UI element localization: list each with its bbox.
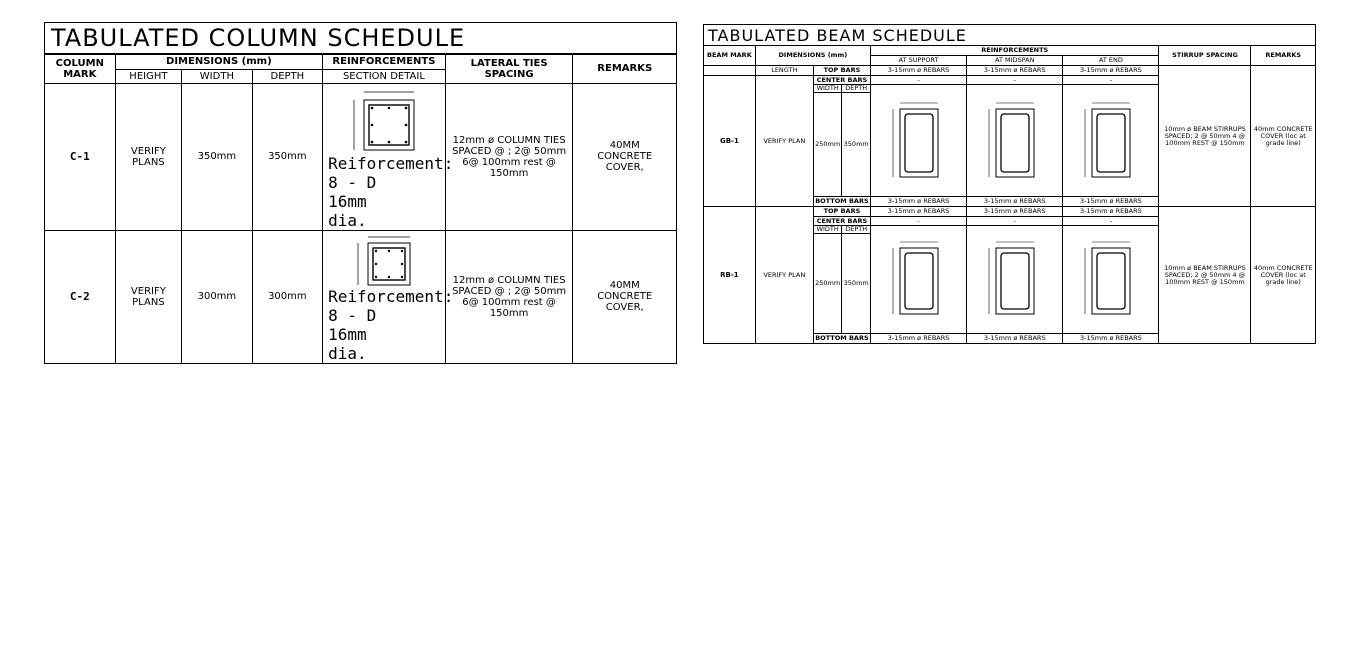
beam-bottom-bars-support: 3-15mm ø REBARS (870, 197, 966, 207)
column-section-detail (323, 230, 454, 363)
column-depth: 300mm (252, 230, 322, 363)
beam-length: VERIFY PLAN (755, 207, 813, 344)
beam-top-bars-support: 3-15mm ø REBARS (870, 207, 966, 217)
beam-section-drawing (884, 232, 954, 328)
beam-center-bars-end: - (1063, 76, 1159, 85)
beam-center-bars-support: - (870, 217, 966, 226)
beam-depth: 350mm (842, 93, 871, 197)
column-height-header: HEIGHT (115, 69, 182, 83)
beam-center-bars-midspan: - (967, 217, 1063, 226)
beam-at-midspan-header: AT MIDSPAN (967, 56, 1063, 66)
column-height: VERIFY PLANS (115, 83, 182, 230)
beam-mark: RB-1 (704, 207, 756, 344)
beam-remarks-header: REMARKS (1251, 46, 1316, 66)
column-reinforcement-note: Reiforcement: 8 - D 16mm dia. (328, 286, 454, 363)
beam-stirrup: 10mm ø BEAM STIRRUPS SPACED; 2 @ 50mm 4 @ 100mm REST @ 150mm (1159, 207, 1251, 344)
beam-center-bars-end: - (1063, 217, 1159, 226)
column-section-drawing (344, 231, 424, 287)
column-height: VERIFY PLANS (115, 230, 182, 363)
beam-schedule-table (703, 24, 1316, 344)
beam-center-bars-label: CENTER BARS (813, 217, 870, 226)
column-mark-header: COLUMN MARK (45, 54, 116, 83)
column-schedule-title: TABULATED COLUMN SCHEDULE (45, 23, 677, 55)
beam-top-bars-midspan: 3-15mm ø REBARS (967, 207, 1063, 217)
beam-width-header: WIDTH (813, 85, 842, 93)
column-schedule-table (44, 22, 677, 364)
column-remarks: 40MM CONCRETE COVER, (573, 83, 677, 230)
beam-remarks: 40mm CONCRETE COVER (loc at grade line) (1251, 66, 1316, 207)
column-width: 350mm (182, 83, 252, 230)
beam-length: VERIFY PLAN (755, 76, 813, 207)
beam-section-support (870, 85, 966, 197)
beam-bottom-bars-support: 3-15mm ø REBARS (870, 334, 966, 344)
beam-bottom-bars-label: BOTTOM BARS (815, 334, 869, 342)
beam-reinforcements-header: REINFORCEMENTS (870, 46, 1159, 56)
beam-at-end-header: AT END (1063, 56, 1159, 66)
beam-remarks: 40mm CONCRETE COVER (loc at grade line) (1251, 207, 1316, 344)
beam-bottom-bars-label: BOTTOM BARS (815, 197, 869, 205)
beam-depth-header: DEPTH (842, 85, 871, 93)
column-width-header: WIDTH (182, 69, 252, 83)
beam-center-bars-midspan: - (967, 76, 1063, 85)
beam-at-support-header: AT SUPPORT (870, 56, 966, 66)
beam-width-header: WIDTH (813, 226, 842, 234)
column-reinforcements-header: REINFORCEMENTS (323, 54, 446, 69)
beam-section-midspan (967, 226, 1063, 334)
column-depth: 350mm (252, 83, 322, 230)
beam-section-drawing (1076, 91, 1146, 191)
beam-mark: GB-1 (704, 76, 756, 207)
column-mark: C-1 (45, 83, 116, 230)
beam-bottom-bars-end: 3-15mm ø REBARS (1063, 197, 1159, 207)
beam-section-end (1063, 85, 1159, 197)
beam-section-midspan (967, 85, 1063, 197)
beam-top-bars-support: 3-15mm ø REBARS (870, 66, 966, 76)
beam-stirrup-header: STIRRUP SPACING (1159, 46, 1251, 66)
beam-center-bars-support: - (870, 76, 966, 85)
beam-top-bars-label: TOP BARS (813, 66, 870, 76)
column-ties: 12mm ø COLUMN TIES SPACED @ ; 2@ 50mm 6@ 100mm rest @ 150mm (445, 83, 573, 230)
beam-section-drawing (1076, 232, 1146, 328)
beam-stirrup: 10mm ø BEAM STIRRUPS SPACED; 2 @ 50mm 4 @ 100mm REST @ 150mm (1159, 66, 1251, 207)
column-section-drawing (344, 84, 424, 154)
column-dimensions-header: DIMENSIONS (mm) (115, 54, 322, 69)
column-section-detail (323, 83, 454, 230)
beam-length-header: LENGTH (755, 66, 813, 76)
beam-top-bars-end: 3-15mm ø REBARS (1063, 66, 1159, 76)
column-depth-header: DEPTH (252, 69, 322, 83)
beam-section-end (1063, 226, 1159, 334)
table-row (45, 83, 677, 230)
table-row (45, 230, 677, 363)
beam-bottom-bars-midspan: 3-15mm ø REBARS (967, 334, 1063, 344)
beam-mark-header: BEAM MARK (704, 46, 756, 66)
beam-dimensions-header: DIMENSIONS (mm) (755, 46, 870, 66)
column-remarks: 40MM CONCRETE COVER, (573, 230, 677, 363)
beam-center-bars-label: CENTER BARS (813, 76, 870, 85)
beam-section-support (870, 226, 966, 334)
beam-section-drawing (980, 232, 1050, 328)
beam-width: 250mm (813, 234, 842, 334)
column-reinforcement-note: Reiforcement: 8 - D 16mm dia. (328, 153, 454, 230)
beam-bottom-bars-end: 3-15mm ø REBARS (1063, 334, 1159, 344)
beam-width: 250mm (813, 93, 842, 197)
column-section-detail-header: SECTION DETAIL (323, 69, 446, 83)
beam-bottom-bars-midspan: 3-15mm ø REBARS (967, 197, 1063, 207)
beam-depth: 350mm (842, 234, 871, 334)
column-remarks-header: REMARKS (573, 54, 677, 83)
beam-top-bars-label: TOP BARS (813, 207, 870, 217)
column-lateral-ties-header: LATERAL TIES SPACING (445, 54, 573, 83)
column-mark: C-2 (45, 230, 116, 363)
column-ties: 12mm ø COLUMN TIES SPACED @ ; 2@ 50mm 6@ 100mm rest @ 150mm (445, 230, 573, 363)
column-width: 300mm (182, 230, 252, 363)
beam-top-bars-end: 3-15mm ø REBARS (1063, 207, 1159, 217)
beam-section-drawing (884, 91, 954, 191)
beam-depth-header: DEPTH (842, 226, 871, 234)
beam-section-drawing (980, 91, 1050, 191)
beam-schedule-title: TABULATED BEAM SCHEDULE (704, 25, 1316, 46)
beam-top-bars-midspan: 3-15mm ø REBARS (967, 66, 1063, 76)
